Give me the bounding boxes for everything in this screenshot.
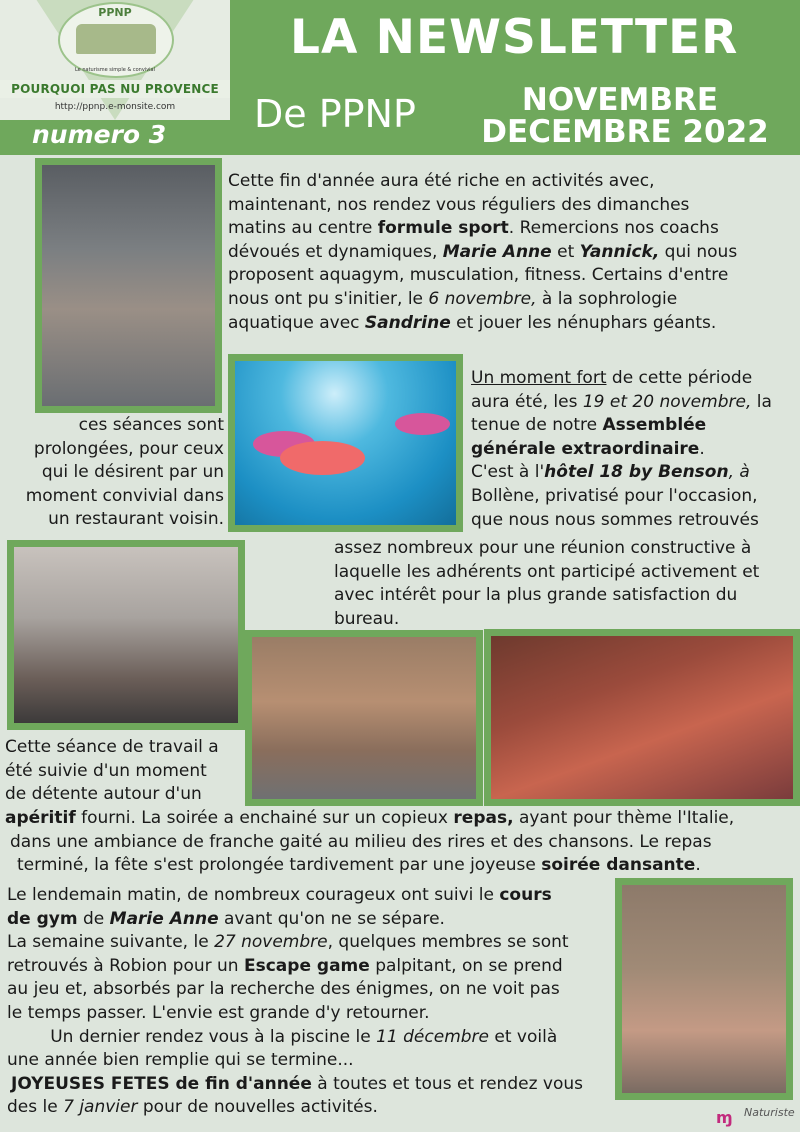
text-line: ces séances sont [78, 415, 224, 435]
closing-paragraph [7, 884, 615, 1120]
union-regionale-logo [716, 1104, 800, 1132]
text: et jouer les nénuphars géants. [450, 312, 717, 333]
highlight: Un moment fort [471, 368, 607, 388]
issue-number: numero 3 [32, 120, 167, 149]
text-line [5, 854, 800, 878]
highlight: hôtel 18 by Benson [544, 462, 729, 483]
text-line: été suivie d'un moment [5, 760, 207, 781]
text: La semaine suivante, le [7, 932, 215, 953]
highlight: Assemblée [602, 415, 707, 436]
text: palpitant, on se prend [369, 955, 563, 976]
pool-photo [228, 354, 463, 532]
text: de [77, 908, 110, 929]
union-regionale-icon: ɱ [716, 1108, 733, 1127]
logo-name: PPNP [98, 6, 132, 19]
escape-game-photo [615, 878, 793, 1100]
text: de cette période [606, 368, 753, 388]
highlight: repas, [453, 808, 514, 828]
text-line [228, 312, 798, 336]
text-line: avec intérêt pour la plus grande satisfaction du [334, 585, 738, 606]
text-line: laquelle les adhérents ont participé activement et [334, 561, 760, 582]
highlight: Yannick, [579, 241, 660, 262]
text-line [228, 217, 798, 241]
text-line [7, 1026, 615, 1050]
restaurant-caption [0, 414, 224, 532]
text: terminé, la fête s'est prolongée tardivement par une joyeuse [17, 855, 542, 876]
text-line [471, 391, 800, 415]
text-line [7, 955, 615, 979]
text-line: prolongées, pour ceux [33, 438, 224, 459]
text-line: assez nombreux pour une réunion constructive à [334, 538, 752, 558]
text: aura été, les [471, 391, 583, 412]
highlight: Marie Anne [442, 241, 552, 262]
text-line: qui le désirent par un [41, 462, 224, 483]
highlight: apéritif [5, 808, 76, 828]
text: retrouvés à Robion pour un [7, 955, 244, 976]
highlight: générale extraordinaire [471, 438, 700, 459]
text: fourni. La soirée a enchainé sur un copieux [75, 808, 454, 828]
text-line: que nous nous sommes retrouvés [471, 509, 759, 530]
text: C'est à l' [471, 462, 545, 483]
text: qui nous [659, 241, 738, 262]
text-line [471, 367, 800, 391]
text-line: Bollène, privatisé pour l'occasion, [471, 485, 758, 506]
gym-photo [35, 158, 222, 413]
dinner-photo [484, 629, 800, 806]
highlight: soirée dansante [541, 855, 696, 876]
highlight: 7 janvier [63, 1097, 138, 1118]
text: pour de nouvelles activités. [137, 1097, 378, 1118]
logo-ribbon-text: POURQUOI PAS NU PROVENCE [11, 82, 219, 96]
text-line: Cette fin d'année aura été riche en activités avec, [228, 171, 655, 191]
highlight: de gym [7, 908, 78, 929]
text: tenue de notre [471, 415, 603, 436]
text-line [7, 931, 615, 955]
intro-paragraph [228, 170, 798, 335]
text-line [7, 908, 615, 932]
text-line [471, 414, 800, 438]
dance-photo [245, 630, 483, 806]
highlight: formule sport [377, 218, 509, 239]
text: à toutes et tous et rendez vous [311, 1073, 584, 1094]
text-line [7, 1096, 615, 1120]
evening-paragraph [5, 736, 245, 807]
text: . [695, 855, 701, 876]
text: ayant pour thème l'Italie, [513, 808, 735, 828]
pool-float [280, 441, 365, 475]
text-line: moment convivial dans [25, 485, 224, 506]
text-line: de détente autour d'un [5, 784, 202, 805]
logo-url: http://ppnp.e-monsite.com [54, 102, 176, 112]
text: et voilà [489, 1026, 558, 1047]
highlight: 19 et 20 novembre, [582, 391, 752, 412]
assembly-paragraph [471, 367, 800, 532]
text: Le lendemain matin, de nombreux courageux ont suivi le [7, 885, 500, 905]
logo-village-image [76, 24, 156, 54]
footer-logo-text: Naturiste [744, 1106, 795, 1119]
text-line [228, 241, 798, 265]
text-line [471, 438, 800, 462]
text: , quelques membres se sont [327, 932, 569, 953]
newsletter-title: LA NEWSLETTER [290, 10, 739, 65]
text: dévoués et dynamiques, [228, 241, 443, 262]
text-line [7, 1073, 615, 1097]
text: des le [7, 1097, 64, 1118]
text-line [471, 461, 800, 485]
logo-tagline: Le naturisme simple & convivial [74, 67, 156, 73]
text-line [7, 884, 615, 908]
text: Un dernier rendez vous à la piscine le [7, 1026, 377, 1047]
newsletter-subtitle: De PPNP [254, 92, 416, 136]
text-line: maintenant, nos rendez vous réguliers des dimanches [228, 194, 690, 215]
text: , à [728, 462, 750, 483]
assembly-paragraph-cont [334, 537, 800, 631]
highlight: Escape game [244, 955, 370, 976]
date-line-2: DECEMBRE 2022 [481, 114, 769, 150]
text-line: au jeu et, absorbés par la recherche des énigmes, on ne voit pas [7, 979, 560, 1000]
text: et [551, 241, 580, 262]
highlight: 11 décembre [376, 1026, 489, 1047]
highlight: 6 novembre, [428, 288, 537, 309]
meeting-photo [7, 540, 245, 730]
text-line [228, 288, 798, 312]
text-line: un restaurant voisin. [48, 509, 224, 530]
highlight: Marie Anne [109, 908, 219, 929]
text: matins au centre [228, 218, 378, 239]
text: nous ont pu s'initier, le [228, 288, 429, 309]
text: . Remercions nos coachs [508, 218, 719, 239]
text: à la sophrologie [536, 288, 678, 309]
text-line: Cette séance de travail a [5, 737, 219, 757]
text-line: une année bien remplie qui se termine... [7, 1050, 354, 1071]
pool-float [395, 413, 450, 435]
text-line: proposent aquagym, musculation, fitness. Certains d'entre [228, 265, 729, 286]
highlight: 27 novembre [214, 932, 328, 953]
text-line: bureau. [334, 608, 400, 629]
text-line: dans une ambiance de franche gaité au milieu des rires et des chansons. Le repas [10, 831, 712, 852]
highlight: JOYEUSES FETES de fin d'année [11, 1073, 312, 1094]
ppnp-logo [0, 0, 230, 120]
highlight: Sandrine [364, 312, 451, 333]
highlight: cours [499, 885, 552, 905]
text: avant qu'on ne se sépare. [218, 908, 445, 929]
text: aquatique avec [228, 312, 365, 333]
text: . [699, 438, 705, 459]
evening-paragraph-cont [5, 807, 800, 878]
text-line: le temps passer. L'envie est grande d'y retourner. [7, 1002, 430, 1023]
text-line [5, 807, 800, 831]
text: la [751, 391, 772, 412]
date-line-1: NOVEMBRE [521, 82, 719, 118]
